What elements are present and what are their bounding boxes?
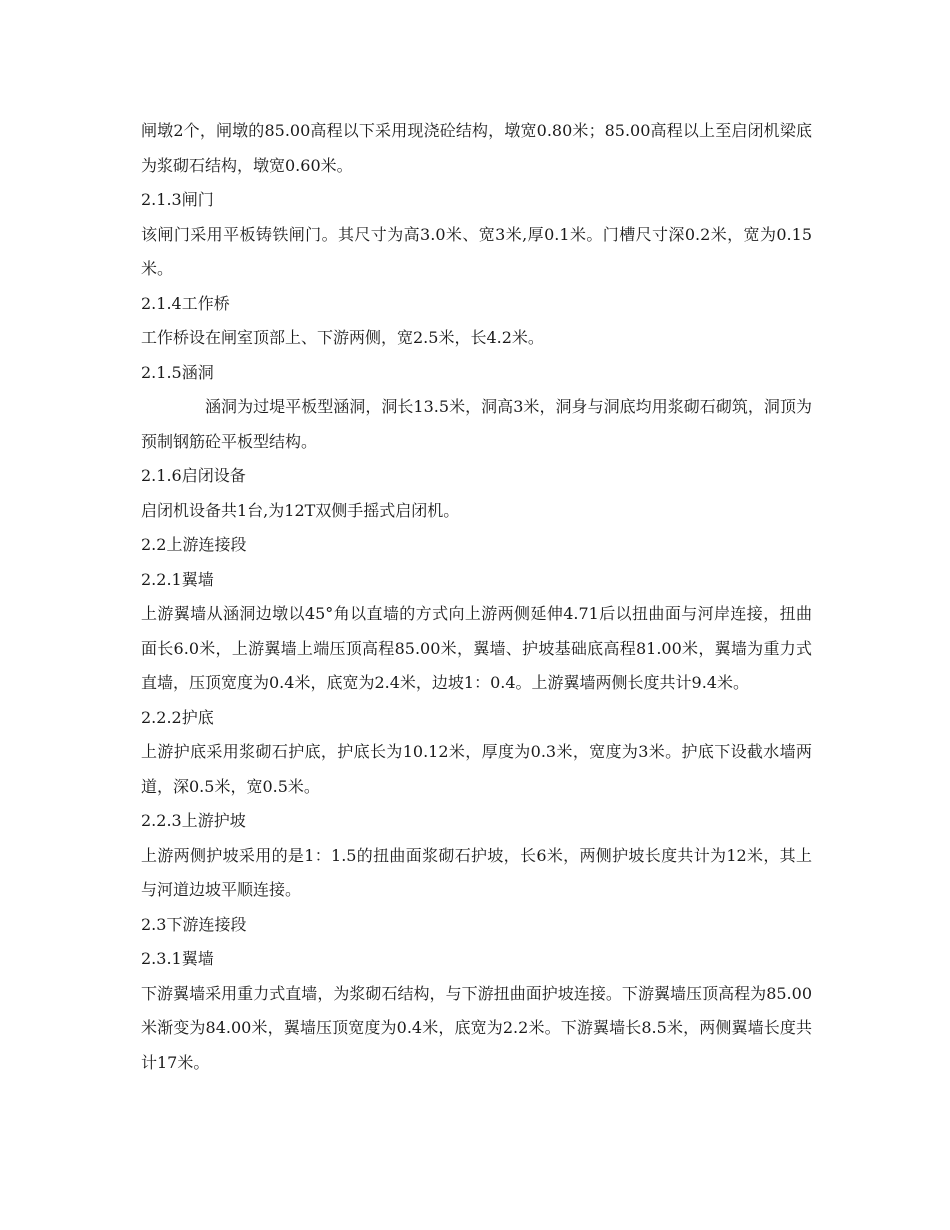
body-paragraph: 上游两侧护坡采用的是1：1.5的扭曲面浆砌石护坡，长6米，两侧护坡长度共计为12米，其上与河道边坡平顺连接。 (141, 845, 812, 899)
body-paragraph: 上游护底采用浆砌石护底，护底长为10.12米，厚度为0.3米，宽度为3米。护底下设截水墙两道，深0.5米，宽0.5米。 (141, 742, 812, 796)
section-heading: 2.3下游连接段 (141, 914, 247, 934)
section-heading: 2.3.1翼墙 (141, 949, 214, 968)
section-heading: 2.1.5涵洞 (141, 362, 214, 382)
section-heading: 2.2.3上游护坡 (141, 811, 246, 830)
body-paragraph: 启闭机设备共1台,为12T双侧手摇式启闭机。 (141, 500, 460, 520)
section-heading: 2.1.6启闭设备 (141, 466, 246, 485)
body-paragraph: 该闸门采用平板铸铁闸门。其尺寸为高3.0米、宽3米,厚0.1米。门槽尺寸深0.2米，宽为0.15米。 (141, 224, 812, 278)
section-heading: 2.2.1翼墙 (141, 569, 214, 589)
section-heading: 2.1.4工作桥 (141, 293, 230, 313)
body-paragraph: 闸墩2个，闸墩的85.00高程以下采用现浇砼结构，墩宽0.80米；85.00高程以上至启闭机梁底为浆砌石结构，墩宽0.60米。 (141, 121, 812, 175)
body-paragraph: 涵洞为过堤平板型涵洞，洞长13.5米，洞高3米，洞身与洞底均用浆砌石砌筑，洞顶为预制钢筋砼平板型结构。 (141, 397, 812, 451)
body-paragraph: 工作桥设在闸室顶部上、下游两侧，宽2.5米，长4.2米。 (141, 328, 544, 347)
section-heading: 2.2上游连接段 (141, 535, 247, 554)
section-heading: 2.1.3闸门 (141, 190, 214, 209)
body-paragraph: 上游翼墙从涵洞边墩以45°角以直墙的方式向上游两侧延伸4.71后以扭曲面与河岸连接，扭曲面长6.0米，上游翼墙上端压顶高程85.00米，翼墙、护坡基础底高程81.00米，翼墙为重力式直墙，压顶宽度为0.4米，底宽为2.4米，边坡1：0.4。上游翼墙两侧长度共计9.4米。 (141, 604, 812, 692)
section-heading: 2.2.2护底 (141, 707, 214, 727)
document-body (141, 114, 812, 1080)
body-paragraph: 下游翼墙采用重力式直墙，为浆砌石结构，与下游扭曲面护坡连接。下游翼墙压顶高程为85.00米渐变为84.00米，翼墙压顶宽度为0.4米，底宽为2.2米。下游翼墙长8.5米，两侧翼墙长度共计17米。 (141, 983, 812, 1072)
